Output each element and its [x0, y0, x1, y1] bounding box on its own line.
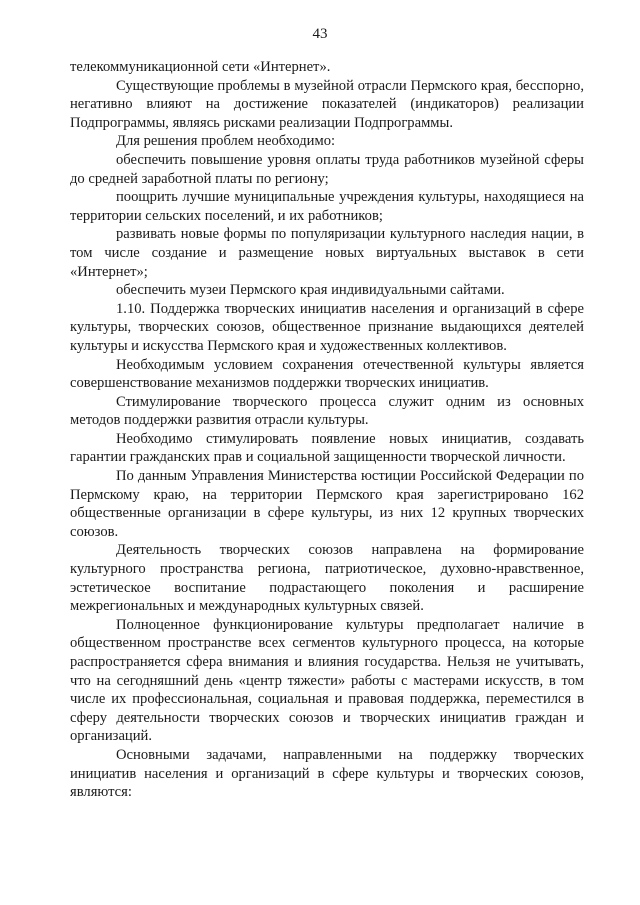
paragraph-solution-rural: поощрить лучшие муниципальные учреждения культуры, находящиеся на территории сельских поселений, и их работников;: [70, 189, 584, 224]
paragraph-solution-virtual: развивать новые формы по популяризации культурного наследия нации, в том числе создание и размещение новых виртуальных выставок в сети «Интернет»;: [70, 226, 584, 280]
paragraph-solution-salary: обеспечить повышение уровня оплаты труда работников музейной сферы до средней заработной платы по региону;: [70, 151, 584, 187]
paragraph-guarantees: Необходимо стимулировать появление новых инициатив, создавать гарантии гражданских прав и социальной защищенности творческой личности.: [70, 430, 584, 466]
paragraph-museum-problems: Существующие проблемы в музейной отрасли Пермского края, бесспорно, негативно влияют на достижение показателей (индикаторов) реализации Подпрограммы, являясь рисками реализации Подпрограммы.: [70, 77, 584, 131]
paragraph-main-tasks: Основными задачами, направленными на поддержку творческих инициатив населения и организаций в сфере культуры и творческих союзов, являются:: [70, 746, 584, 801]
paragraph-full-functioning: Полноценное функционирование культуры предполагает наличие в общественном пространстве всех сегментов культурного процесса, на которые распространяется сфера внимания и влияния государства. Нельзя не учитывать, что на сегодняшний день «центр тяжести» работы с мастерами искусств, в том числе их профессиональная, социальная и правовая поддержка, переместился в сферу деятельности творческих союзов и творческих инициатив граждан и организаций.: [70, 616, 584, 745]
paragraph-ministry-data: По данным Управления Министерства юстиции Российской Федерации по Пермскому краю, на территории Пермского края зарегистрировано 162 общественные организации в сфере культуры, из них 12 крупных творческих союзов.: [70, 468, 584, 540]
document-body: [70, 58, 584, 802]
paragraph-unions-activity: Деятельность творческих союзов направлена на формирование культурного пространства региона, патриотическое, духовно-нравственное, эстетическое воспитание подрастающего поколения и расширение межрегиональных и международных культурных связей.: [70, 542, 584, 615]
section-heading-1-10: 1.10. Поддержка творческих инициатив населения и организаций в сфере культуры, творческих союзов, общественное признание выдающихся деятелей культуры и искусства Пермского края и художественных коллективов.: [70, 300, 584, 354]
paragraph-preservation: Необходимым условием сохранения отечественной культуры является совершенствование механизмов поддержки творческих инициатив.: [70, 356, 584, 392]
paragraph-stimulation: Стимулирование творческого процесса служит одним из основных методов поддержки развития отрасли культуры.: [70, 393, 584, 429]
page-number: 43: [312, 26, 328, 42]
paragraph-continuation: телекоммуникационной сети «Интернет».: [70, 59, 331, 75]
paragraph-solutions-intro: Для решения проблем необходимо:: [116, 133, 336, 150]
paragraph-solution-websites: обеспечить музеи Пермского края индивидуальными сайтами.: [116, 282, 505, 299]
